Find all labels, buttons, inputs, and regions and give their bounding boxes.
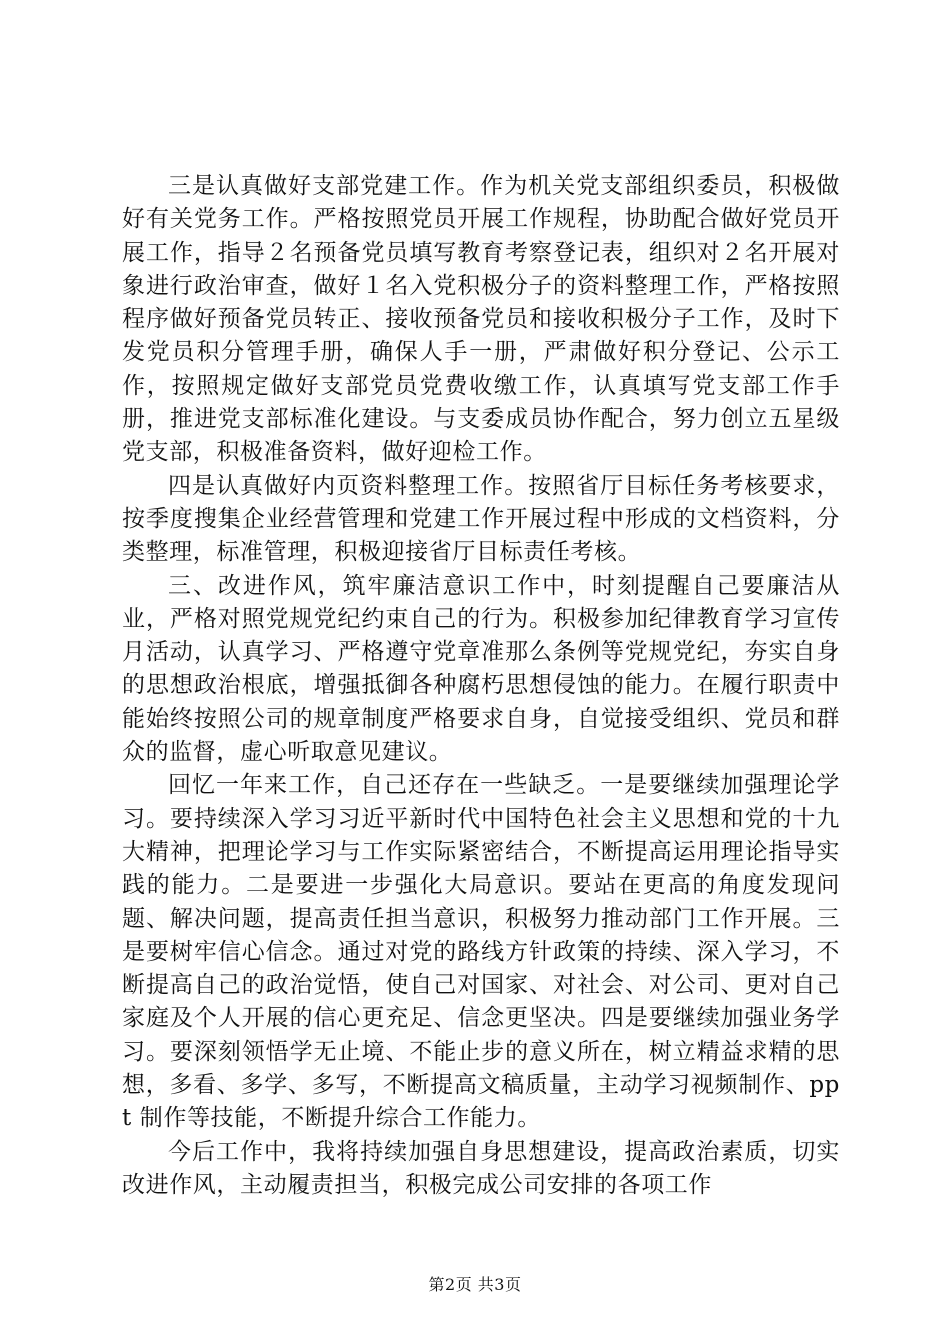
- page-footer: 第2页 共3页: [428, 1275, 522, 1294]
- paragraph-shortcomings: 回忆一年来工作，自己还存在一些缺乏。一是要继续加强理论学习。要持续深入学习习近平新时代中国特色社会主义思想和党的十九大精神，把理论学习与工作实际紧密结合，不断提高运用理论指导实践的能力。二是要进一步强化大局意识。要站在更高的角度发现问题、解决问题，提高责任担当意识，积极努力推动部门工作开展。三是要树牢信心信念。通过对党的路线方针政策的持续、深入学习，不断提高自己的政治觉悟，使自己对国家、对社会、对公司、更对自己家庭及个人开展的信心更充足、信念更坚决。四是要继续加强业务学习。要深刻领悟学无止境、不能止步的意义所在，树立精益求精的思想，多看、多学、多写，不断提高文稿质量，主动学习视频制作、ppt 制作等技能，不断提升综合工作能力。: [122, 772, 840, 1132]
- paragraph-document-archiving: 四是认真做好内页资料整理工作。按照省厅目标任务考核要求，按季度搜集企业经营管理和党建工作开展过程中形成的文档资料，分类整理，标准管理，积极迎接省厅目标责任考核。: [122, 472, 840, 566]
- paragraph-party-building: 三是认真做好支部党建工作。作为机关党支部组织委员，积极做好有关党务工作。严格按照党员开展工作规程，协助配合做好党员开展工作，指导２名预备党员填写教育考察登记表，组织对２名开展对象进行政治审查，做好１名入党积极分子的资料整理工作，严格按照程序做好预备党员转正、接收预备党员和接收积极分子工作，及时下发党员积分管理手册，确保人手一册，严肃做好积分登记、公示工作，按照规定做好支部党员党费收缴工作，认真填写党支部工作手册，推进党支部标准化建设。与支委成员协作配合，努力创立五星级党支部，积极准备资料，做好迎检工作。: [122, 173, 840, 466]
- paragraph-future-work: 今后工作中，我将持续加强自身思想建设，提高政治素质，切实改进作风，主动履责担当，积极完成公司安排的各项工作: [122, 1138, 840, 1198]
- document-body: [122, 170, 840, 1202]
- paragraph-work-style: 三、改进作风，筑牢廉洁意识工作中，时刻提醒自己要廉洁从业，严格对照党规党纪约束自己的行为。积极参加纪律教育学习宣传月活动，认真学习、严格遵守党章准那么条例等党规党纪，夯实自身的思想政治根底，增强抵御各种腐朽思想侵蚀的能力。在履行职责中能始终按照公司的规章制度严格要求自身，自觉接受组织、党员和群众的监督，虚心听取意见建议。: [122, 572, 840, 766]
